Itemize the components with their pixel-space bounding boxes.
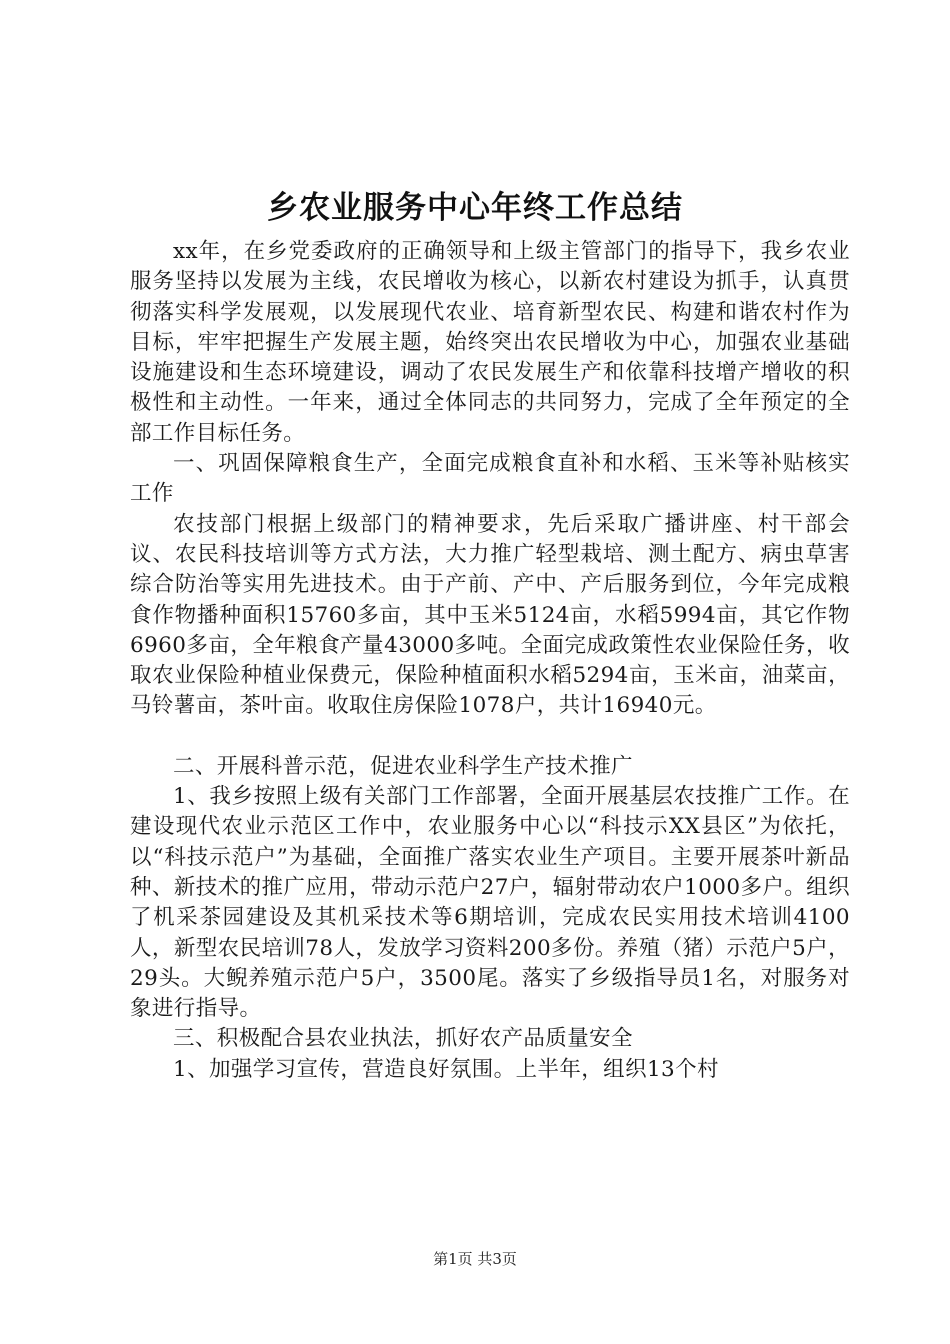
section-heading-2: 二、开展科普示范，促进农业科学生产技术推广 — [173, 753, 633, 779]
section-heading-3: 三、积极配合县农业执法，抓好农产品质量安全 — [173, 1026, 633, 1052]
document-body — [130, 237, 850, 1085]
paragraph-intro: xx年，在乡党委政府的正确领导和上级主管部门的指导下，我乡农业服务坚持以发展为主线，农民增收为核心，以新农村建设为抓手，认真贯彻落实科学发展观，以发展现代农业、培育新型农民、构建和谐农村作为目标，牢牢把握生产发展主题，始终突出农民增收为中心，加强农业基础设施建设和生态环境建设，调动了农民发展生产和依靠科技增产增收的积极性和主动性。一年来，通过全体同志的共同努力，完成了全年预定的全部工作目标任务。 — [130, 239, 850, 446]
paragraph-grain-production: 农技部门根据上级部门的精神要求，先后采取广播讲座、村干部会议、农民科技培训等方式方法，大力推广轻型栽培、测土配方、病虫草害综合防治等实用先进技术。由于产前、产中、产后服务到位，今年完成粮食作物播种面积15760多亩，其中玉米5124亩，水稻5994亩，其它作物6960多亩，全年粮食产量43000多吨。全面完成政策性农业保险任务，收取农业保险种植业保费元，保险种植面积水稻5294亩，玉米亩，油菜亩，马铃薯亩，茶叶亩。收取住房保险1078户，共计16940元。 — [130, 511, 850, 719]
document-title: 乡农业服务中心年终工作总结 — [267, 190, 683, 226]
paragraph-tech-promotion: 1、我乡按照上级有关部门工作部署，全面开展基层农技推广工作。在建设现代农业示范区工作中，农业服务中心以“科技示XX县区”为依托，以“科技示范户”为基础，全面推广落实农业生产项目。主要开展茶叶新品种、新技术的推广应用，带动示范户27户，辐射带动农户1000多户。组织了机采茶园建设及其机采技术等6期培训，完成农民实用技术培训4100人，新型农民培训78人，发放学习资料200多份。养殖（猪）示范户5户，29头。大鲵养殖示范户5户，3500尾。落实了乡级指导员1名，对服务对象进行指导。 — [130, 784, 850, 1022]
paragraph-publicity: 1、加强学习宣传，营造良好氛围。上半年，组织13个村 — [173, 1056, 719, 1082]
page-footer: 第1页 共3页 — [433, 1250, 517, 1268]
section-heading-1: 一、巩固保障粮食生产，全面完成粮食直补和水稻、玉米等补贴核实工作 — [130, 451, 850, 507]
